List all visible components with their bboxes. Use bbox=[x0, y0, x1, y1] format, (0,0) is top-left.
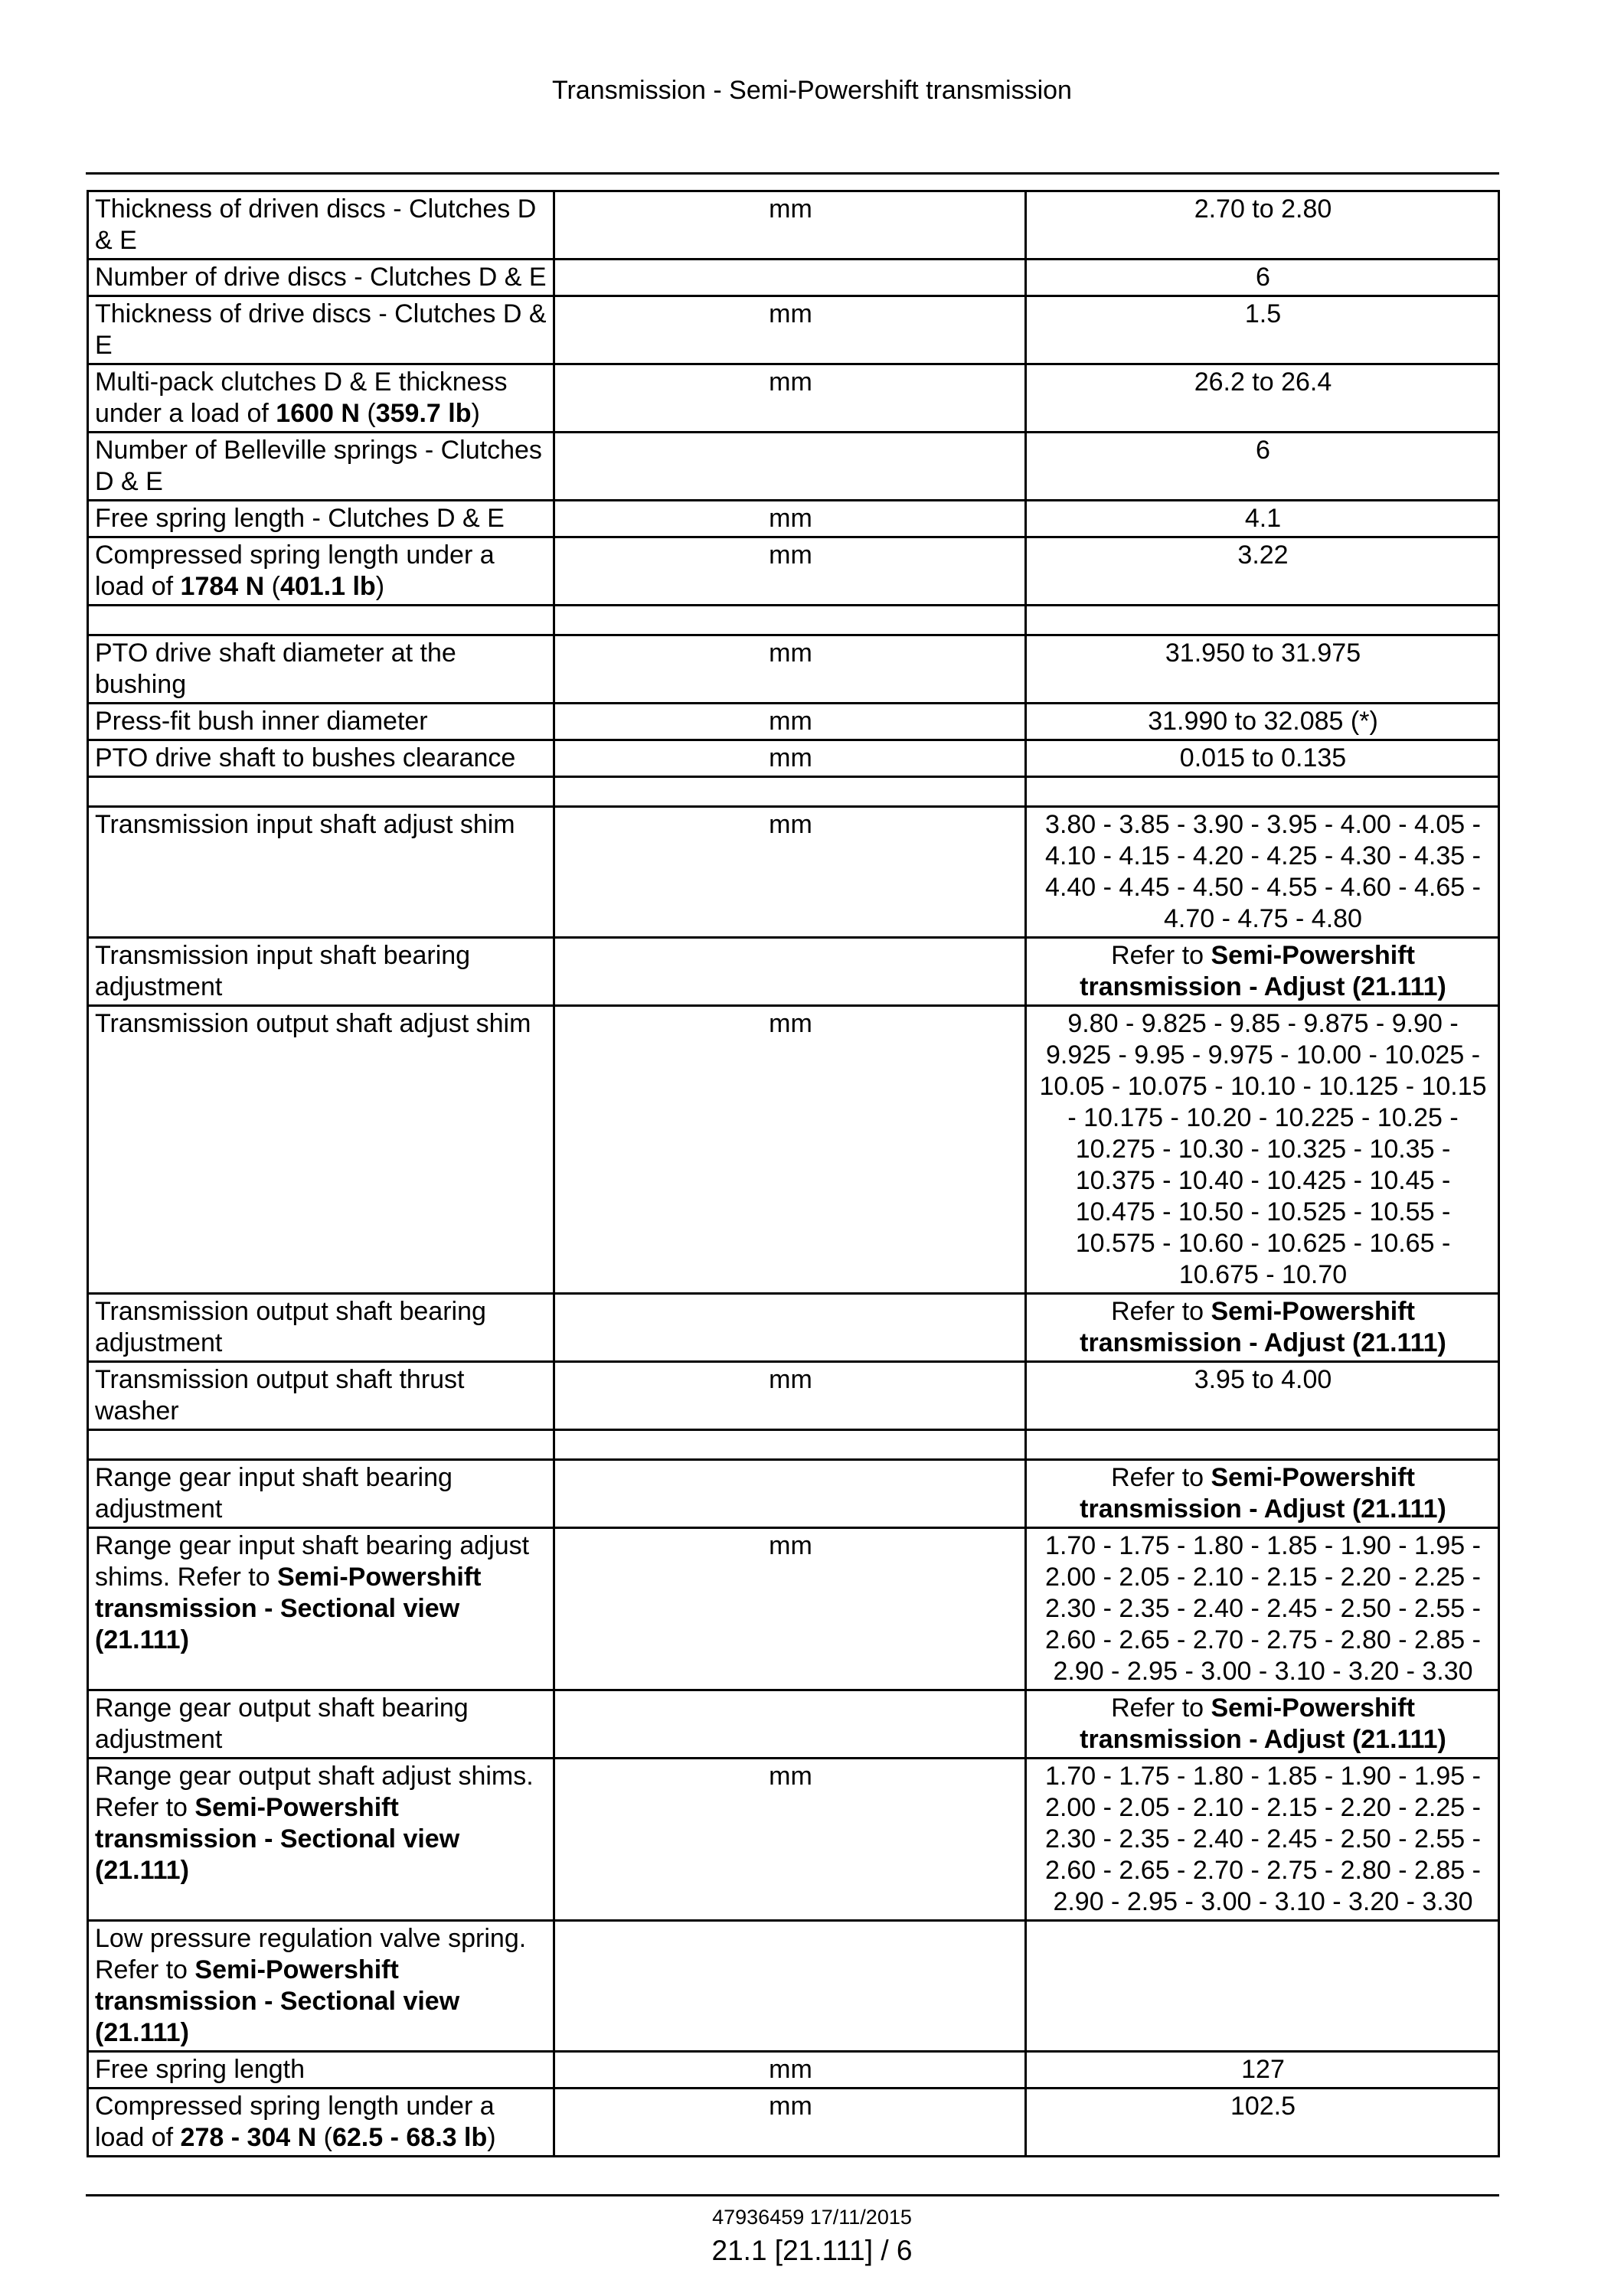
description-text: Range gear output shaft adjust shims. Refer to bbox=[95, 1762, 534, 1822]
table-row bbox=[88, 704, 1499, 740]
row-unit bbox=[554, 1921, 1026, 2052]
empty-cell bbox=[1026, 777, 1499, 807]
table-row bbox=[88, 260, 1499, 296]
row-value: 127 bbox=[1026, 2052, 1499, 2089]
page-number: 21.1 [21.111] / 6 bbox=[711, 2235, 913, 2266]
row-unit: mm bbox=[554, 807, 1026, 938]
description-text: ( bbox=[316, 2123, 332, 2152]
row-value: 6 bbox=[1026, 260, 1499, 296]
description-text: Range gear input shaft bearing adjust shims. Refer to bbox=[95, 1531, 530, 1592]
row-unit: mm bbox=[554, 364, 1026, 433]
document-code: 47936459 17/11/2015 bbox=[712, 2206, 912, 2229]
row-value: 2.70 to 2.80 bbox=[1026, 191, 1499, 260]
table-row bbox=[88, 1294, 1499, 1362]
row-description: Range gear input shaft bearing adjustment bbox=[88, 1460, 554, 1528]
table-row bbox=[88, 740, 1499, 777]
row-value: 1.70 - 1.75 - 1.80 - 1.85 - 1.90 - 1.95 - 2.00 - 2.05 - 2.10 - 2.15 - 2.20 - 2.25 - 2.30 - 2.35 - 2.40 - 2.45 - 2.50 - 2.55 - 2.60 - 2.65 - 2.70 - 2.75 - 2.80 - 2.85 - 2.90 - 2.95 - 3.00 - 3.10 - 3.20 - 3.30 bbox=[1026, 1528, 1499, 1690]
empty-cell bbox=[554, 606, 1026, 635]
row-description: Transmission output shaft thrust washer bbox=[88, 1362, 554, 1430]
footer-divider bbox=[86, 2194, 1499, 2196]
description-text: ) bbox=[375, 572, 385, 601]
row-description: Number of Belleville springs - Clutches D & E bbox=[88, 433, 554, 501]
table-row bbox=[88, 807, 1499, 938]
load-newtons: 1784 N bbox=[180, 572, 265, 601]
load-pounds: 62.5 - 68.3 lb bbox=[332, 2123, 488, 2152]
row-unit: mm bbox=[554, 704, 1026, 740]
table-row bbox=[88, 296, 1499, 364]
table-row bbox=[88, 1362, 1499, 1430]
row-description bbox=[88, 2089, 554, 2157]
table-row bbox=[88, 1006, 1499, 1294]
reference-prefix: Refer to bbox=[1111, 1463, 1211, 1492]
row-value: 31.990 to 32.085 (*) bbox=[1026, 704, 1499, 740]
row-value: 4.1 bbox=[1026, 501, 1499, 537]
row-unit: mm bbox=[554, 1362, 1026, 1430]
row-value: 6 bbox=[1026, 433, 1499, 501]
row-unit bbox=[554, 938, 1026, 1006]
row-value: 102.5 bbox=[1026, 2089, 1499, 2157]
load-pounds: 401.1 lb bbox=[279, 572, 376, 601]
row-unit: mm bbox=[554, 1759, 1026, 1921]
row-value: 1.70 - 1.75 - 1.80 - 1.85 - 1.90 - 1.95 - 2.00 - 2.05 - 2.10 - 2.15 - 2.20 - 2.25 - 2.30 - 2.35 - 2.40 - 2.45 - 2.50 - 2.55 - 2.60 - 2.65 - 2.70 - 2.75 - 2.80 - 2.85 - 2.90 - 2.95 - 3.00 - 3.10 - 3.20 - 3.30 bbox=[1026, 1759, 1499, 1921]
row-description: PTO drive shaft diameter at the bushing bbox=[88, 635, 554, 704]
table-row bbox=[88, 938, 1499, 1006]
row-description bbox=[88, 1759, 554, 1921]
description-text: Compressed spring length under a load of bbox=[95, 541, 495, 601]
load-newtons: 278 - 304 N bbox=[180, 2123, 317, 2152]
row-value: 3.80 - 3.85 - 3.90 - 3.95 - 4.00 - 4.05 - 4.10 - 4.15 - 4.20 - 4.25 - 4.30 - 4.35 - 4.40 - 4.45 - 4.50 - 4.55 - 4.60 - 4.65 - 4.70 - 4.75 - 4.80 bbox=[1026, 807, 1499, 938]
row-description: Transmission output shaft bearing adjustment bbox=[88, 1294, 554, 1362]
row-description: PTO drive shaft to bushes clearance bbox=[88, 740, 554, 777]
row-description: Press-fit bush inner diameter bbox=[88, 704, 554, 740]
spacer-row bbox=[88, 1430, 1499, 1460]
description-text: ( bbox=[359, 399, 376, 428]
row-value: 31.950 to 31.975 bbox=[1026, 635, 1499, 704]
row-description bbox=[88, 1528, 554, 1690]
row-unit: mm bbox=[554, 191, 1026, 260]
reference-link[interactable]: Semi-Powershift transmission - Adjust (21.111) bbox=[1080, 1463, 1446, 1524]
table-row bbox=[88, 1460, 1499, 1528]
row-unit bbox=[554, 260, 1026, 296]
row-unit: mm bbox=[554, 296, 1026, 364]
specification-table bbox=[87, 190, 1500, 2157]
table-row bbox=[88, 537, 1499, 606]
row-unit bbox=[554, 433, 1026, 501]
row-unit: mm bbox=[554, 1528, 1026, 1690]
row-unit bbox=[554, 1294, 1026, 1362]
table-row bbox=[88, 433, 1499, 501]
table-row bbox=[88, 2052, 1499, 2089]
empty-cell bbox=[1026, 1430, 1499, 1460]
reference-link[interactable]: Semi-Powershift transmission - Sectional view (21.111) bbox=[95, 1563, 482, 1654]
header-divider bbox=[86, 172, 1499, 175]
reference-prefix: Refer to bbox=[1111, 1693, 1211, 1723]
table-row bbox=[88, 364, 1499, 433]
description-text: Low pressure regulation valve spring. Refer to bbox=[95, 1924, 527, 1984]
reference-link[interactable]: Semi-Powershift transmission - Adjust (21.111) bbox=[1080, 941, 1446, 1001]
row-unit: mm bbox=[554, 1006, 1026, 1294]
description-text: ( bbox=[264, 572, 280, 601]
table-row bbox=[88, 191, 1499, 260]
row-description: Free spring length bbox=[88, 2052, 554, 2089]
description-text: ) bbox=[487, 2123, 496, 2152]
table-row bbox=[88, 501, 1499, 537]
table-row bbox=[88, 1690, 1499, 1759]
empty-cell bbox=[88, 606, 554, 635]
empty-cell bbox=[554, 1430, 1026, 1460]
description-text: ) bbox=[471, 399, 480, 428]
page-header: Transmission - Semi-Powershift transmission bbox=[552, 76, 1072, 105]
row-value: 9.80 - 9.825 - 9.85 - 9.875 - 9.90 - 9.925 - 9.95 - 9.975 - 10.00 - 10.025 - 10.05 - 10.075 - 10.10 - 10.125 - 10.15 - 10.175 - 10.20 - 10.225 - 10.25 - 10.275 - 10.30 - 10.325 - 10.35 - 10.375 - 10.40 - 10.425 - 10.45 - 10.475 - 10.50 - 10.525 - 10.55 - 10.575 - 10.60 - 10.625 - 10.65 - 10.675 - 10.70 bbox=[1026, 1006, 1499, 1294]
reference-link[interactable]: Semi-Powershift transmission - Adjust (21.111) bbox=[1080, 1693, 1446, 1754]
row-value bbox=[1026, 1294, 1499, 1362]
row-unit: mm bbox=[554, 740, 1026, 777]
row-value: 3.95 to 4.00 bbox=[1026, 1362, 1499, 1430]
table-row bbox=[88, 635, 1499, 704]
row-unit: mm bbox=[554, 2089, 1026, 2157]
table-row bbox=[88, 1921, 1499, 2052]
row-value bbox=[1026, 1690, 1499, 1759]
row-value bbox=[1026, 1460, 1499, 1528]
row-unit: mm bbox=[554, 501, 1026, 537]
row-value: 1.5 bbox=[1026, 296, 1499, 364]
empty-cell bbox=[88, 777, 554, 807]
load-pounds: 359.7 lb bbox=[375, 399, 472, 428]
reference-link[interactable]: Semi-Powershift transmission - Sectional view (21.111) bbox=[95, 1955, 460, 2047]
row-value bbox=[1026, 938, 1499, 1006]
table-row bbox=[88, 1528, 1499, 1690]
reference-prefix: Refer to bbox=[1111, 1297, 1211, 1326]
row-unit: mm bbox=[554, 635, 1026, 704]
table-row bbox=[88, 1759, 1499, 1921]
row-description: Transmission output shaft adjust shim bbox=[88, 1006, 554, 1294]
table-row bbox=[88, 2089, 1499, 2157]
row-description: Thickness of drive discs - Clutches D & E bbox=[88, 296, 554, 364]
row-unit: mm bbox=[554, 537, 1026, 606]
spacer-row bbox=[88, 777, 1499, 807]
row-description: Range gear output shaft bearing adjustment bbox=[88, 1690, 554, 1759]
row-unit bbox=[554, 1690, 1026, 1759]
row-value: 3.22 bbox=[1026, 537, 1499, 606]
description-text: Multi-pack clutches D & E thickness under a load of bbox=[95, 367, 508, 428]
row-unit: mm bbox=[554, 2052, 1026, 2089]
empty-cell bbox=[88, 1430, 554, 1460]
row-description bbox=[88, 537, 554, 606]
empty-cell bbox=[554, 777, 1026, 807]
row-description bbox=[88, 1921, 554, 2052]
reference-link[interactable]: Semi-Powershift transmission - Sectional view (21.111) bbox=[95, 1793, 460, 1885]
spacer-row bbox=[88, 606, 1499, 635]
row-description: Free spring length - Clutches D & E bbox=[88, 501, 554, 537]
row-description bbox=[88, 364, 554, 433]
reference-prefix: Refer to bbox=[1111, 941, 1211, 970]
row-description: Transmission input shaft adjust shim bbox=[88, 807, 554, 938]
row-value bbox=[1026, 1921, 1499, 2052]
row-value: 26.2 to 26.4 bbox=[1026, 364, 1499, 433]
reference-link[interactable]: Semi-Powershift transmission - Adjust (21.111) bbox=[1080, 1297, 1446, 1357]
row-value: 0.015 to 0.135 bbox=[1026, 740, 1499, 777]
row-description: Thickness of driven discs - Clutches D & E bbox=[88, 191, 554, 260]
description-text: Compressed spring length under a load of bbox=[95, 2092, 495, 2152]
row-description: Number of drive discs - Clutches D & E bbox=[88, 260, 554, 296]
row-description: Transmission input shaft bearing adjustment bbox=[88, 938, 554, 1006]
load-newtons: 1600 N bbox=[276, 399, 360, 428]
row-unit bbox=[554, 1460, 1026, 1528]
empty-cell bbox=[1026, 606, 1499, 635]
